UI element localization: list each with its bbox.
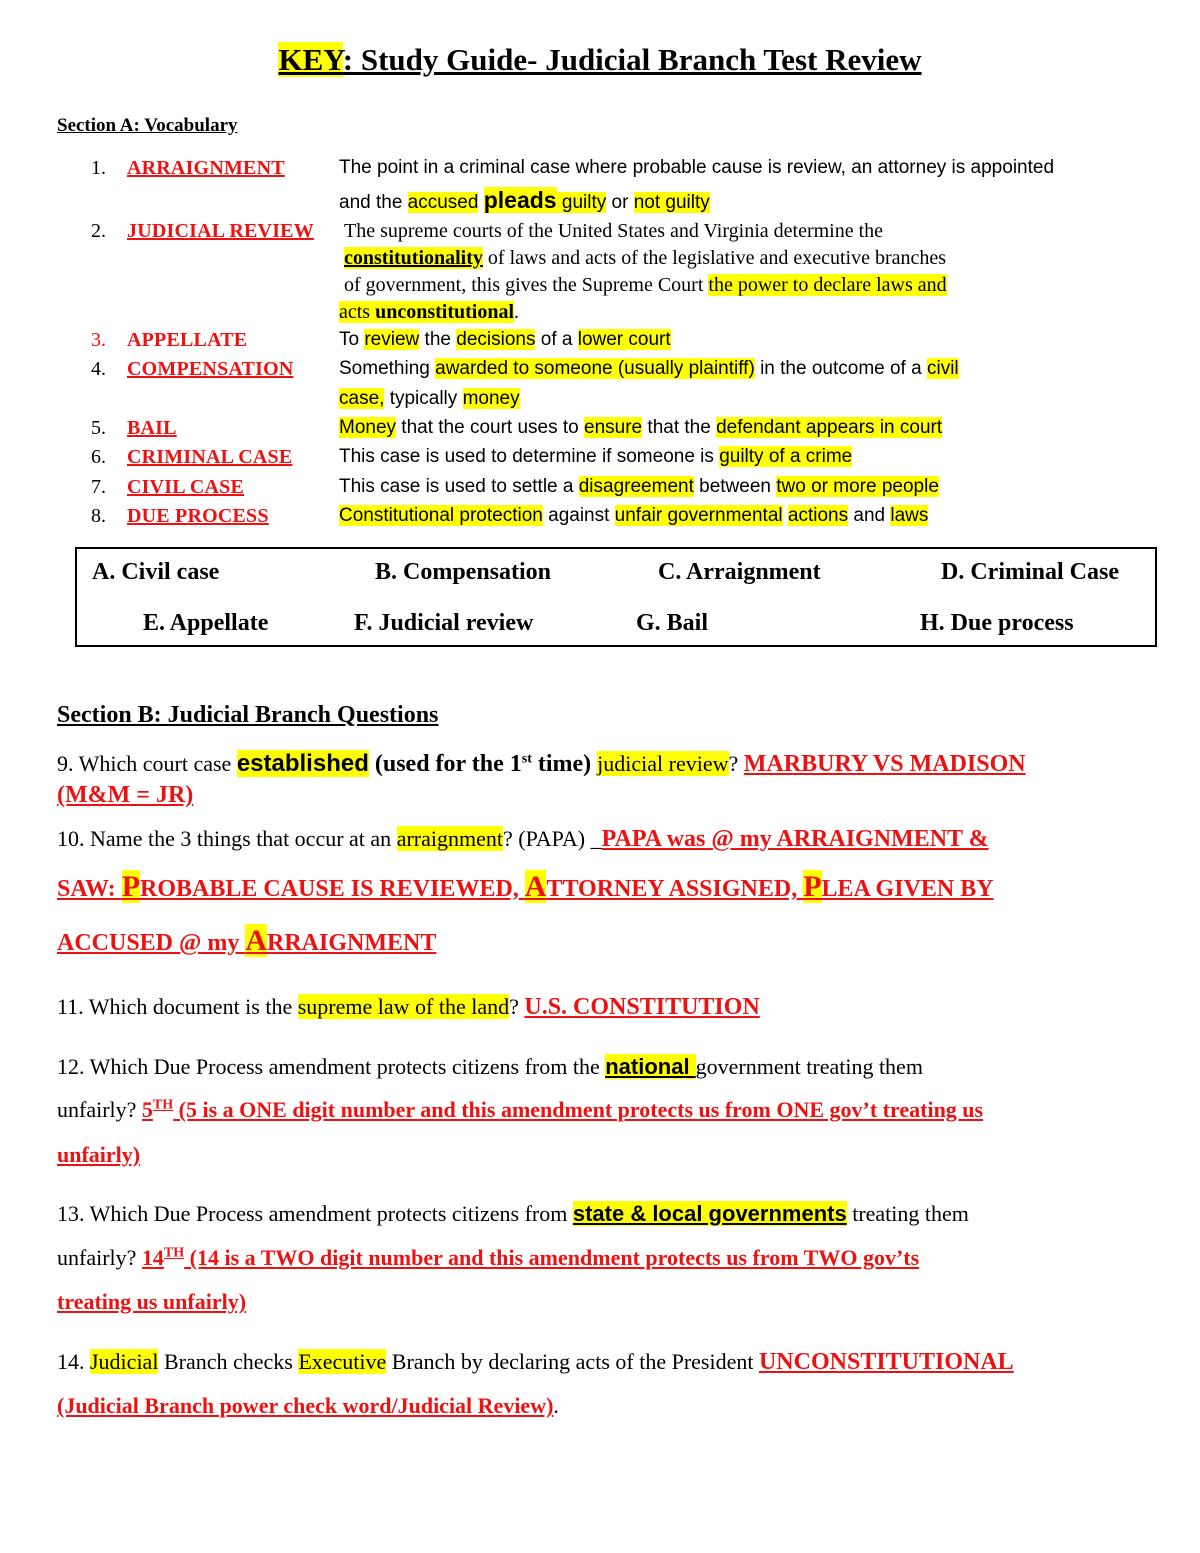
word-bank-item: E. Appellate <box>143 610 269 636</box>
question-12-answer: unfairly? 5TH (5 is a ONE digit number and this amendment protects us from ONE gov’t treating us <box>57 1097 984 1122</box>
vocab-definition: Constitutional protection against unfair governmental actions and laws <box>339 505 929 526</box>
question-13-answer-cont: treating us unfairly) <box>57 1289 247 1314</box>
vocab-term: BAIL <box>127 417 177 439</box>
question-14-answer-cont: (Judicial Branch power check word/Judicial Review). <box>57 1393 559 1418</box>
question-11: 11. Which document is the supreme law of the land? U.S. CONSTITUTION <box>57 994 760 1020</box>
vocab-definition: The point in a criminal case where probable cause is review, an attorney is appointed and the accused pleads guilty or not guilty <box>339 157 1055 213</box>
vocab-definition: The supreme courts of the United States and Virginia determine the constitutionality of laws and acts of the legislative and executive branches of government, this gives the Supreme Court the power to declare laws and acts unconstitutional. <box>339 220 947 323</box>
word-bank-item: A. Civil case <box>92 559 220 585</box>
vocab-term: CRIMINAL CASE <box>127 446 293 468</box>
word-bank <box>75 547 1157 647</box>
word-bank-item: G. Bail <box>636 610 709 636</box>
title-text: : Study Guide- Judicial Branch Test Review <box>342 42 922 77</box>
title-key: KEY <box>278 42 343 77</box>
vocab-definition: Money that the court uses to ensure that the defendant appears in court <box>339 417 943 438</box>
section-a-heading: Section A: Vocabulary <box>57 115 238 136</box>
vocab-number: 6. <box>91 446 106 468</box>
word-bank-item: D. Criminal Case <box>941 559 1119 585</box>
question-9: 9. Which court case established (used for the 1st time) judicial review? MARBURY VS MADISON <box>57 750 1026 777</box>
vocab-term: CIVIL CASE <box>127 476 245 498</box>
vocab-term: ARRAIGNMENT <box>127 157 285 179</box>
question-9-answer-cont: (M&M = JR) <box>57 782 194 808</box>
question-14: 14. Judicial Branch checks Executive Branch by declaring acts of the President UNCONSTITUTIONAL <box>57 1349 1014 1375</box>
vocab-number: 4. <box>91 358 106 380</box>
question-12: 12. Which Due Process amendment protects citizens from the national government treating them <box>57 1054 923 1079</box>
word-bank-item: B. Compensation <box>375 559 552 585</box>
vocab-definition: This case is used to settle a disagreement between two or more people <box>339 476 939 497</box>
question-10-answer-line-2: SAW: PROBABLE CAUSE IS REVIEWED, ATTORNEY ASSIGNED, PLEA GIVEN BY <box>57 870 994 903</box>
vocab-term: DUE PROCESS <box>127 505 269 527</box>
question-10-answer-line-3: ACCUSED @ my ARRAIGNMENT <box>57 924 437 957</box>
vocab-definition: This case is used to determine if someone is guilty of a crime <box>339 446 853 467</box>
vocab-term: JUDICIAL REVIEW <box>127 220 314 242</box>
word-bank-item: H. Due process <box>920 610 1074 636</box>
vocab-number: 1. <box>91 157 106 179</box>
page-title <box>0 42 1200 78</box>
word-bank-item: C. Arraignment <box>658 559 821 585</box>
vocab-number: 3. <box>91 329 106 351</box>
vocab-number: 8. <box>91 505 106 527</box>
word-bank-item: F. Judicial review <box>354 610 534 636</box>
vocab-term: APPELLATE <box>127 329 248 351</box>
vocab-definition: To review the decisions of a lower court <box>339 329 671 350</box>
question-10: 10. Name the 3 things that occur at an arraignment? (PAPA) _PAPA was @ my ARRAIGNMENT & <box>57 826 989 852</box>
vocab-number: 2. <box>91 220 106 242</box>
question-12-answer-cont: unfairly) <box>57 1142 141 1167</box>
vocab-number: 7. <box>91 476 106 498</box>
question-13: 13. Which Due Process amendment protects citizens from state & local governments treating them <box>57 1201 969 1226</box>
vocab-term: COMPENSATION <box>127 358 294 380</box>
question-13-answer: unfairly? 14TH (14 is a TWO digit number and this amendment protects us from TWO gov’ts <box>57 1245 920 1270</box>
section-b-heading: Section B: Judicial Branch Questions <box>57 702 439 728</box>
vocab-number: 5. <box>91 417 106 439</box>
vocab-definition: Something awarded to someone (usually plaintiff) in the outcome of a civil case, typically money <box>339 358 959 409</box>
